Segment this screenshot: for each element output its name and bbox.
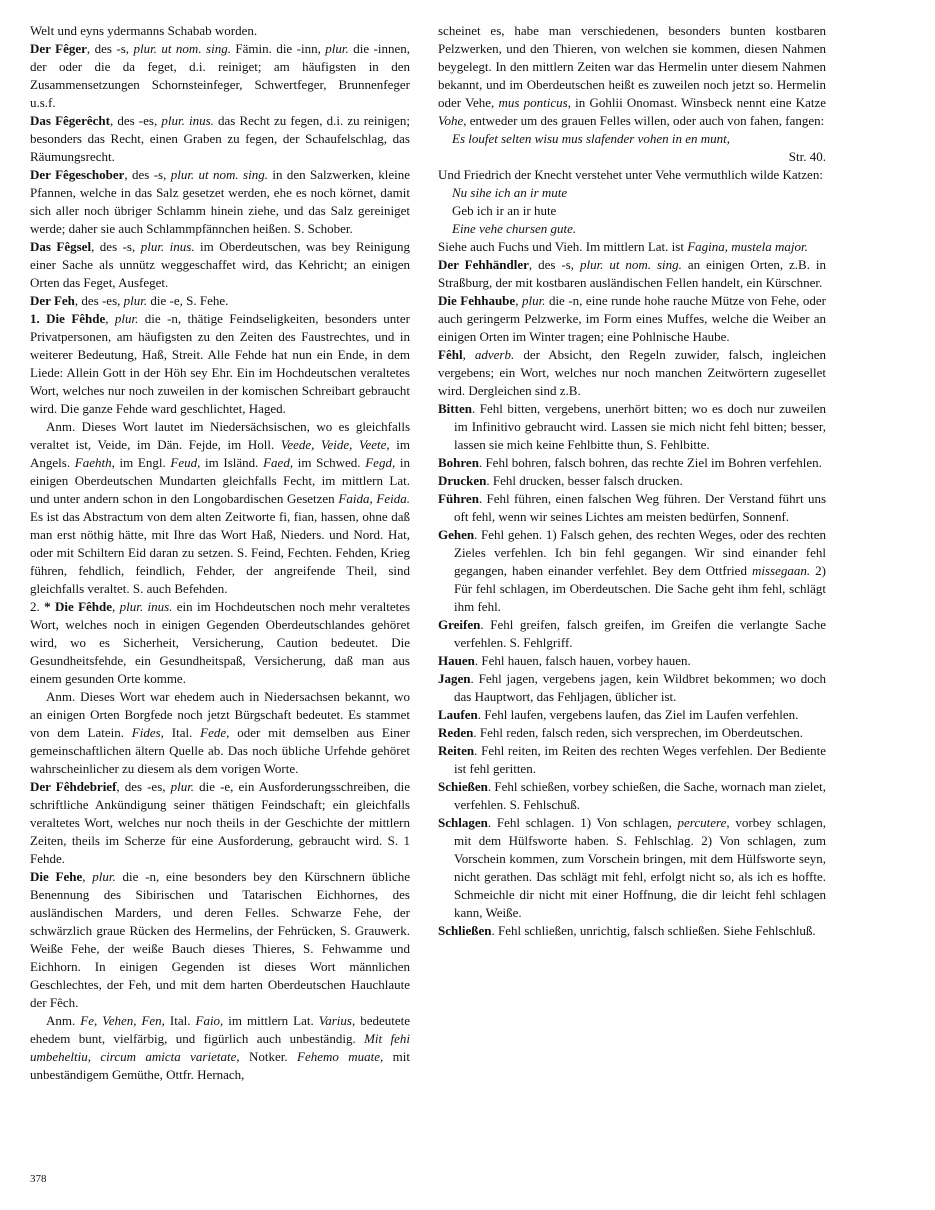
annotation-fehde-2: Anm. Dieses Wort war ehedem auch in Niedersachsen bekannt, wo an einigen Orten Borgfede noch jetzt Bürgschaft bedeutet. Es stammet von dem Latein. Fides, Ital. Fede, oder mit demselben aus Einer gemeinschaftlichen ältern Quelle ab. Das noch übliche Urfehde gehöret wahrscheinlicher zu diesem als dem vorigen Worte. xyxy=(30,689,410,776)
verse-line: Nu sihe ich an ir mute xyxy=(452,185,568,200)
subentry-term: Bitten xyxy=(438,401,472,416)
headword: Fêhl xyxy=(438,347,463,362)
headword: Die Fehhaube xyxy=(438,293,516,308)
entry-fegsel: Das Fêgsel, des -s, plur. inus. im Oberdeutschen, was bey Reinigung einer Sache als unnütz weggeschaffet wird, das Kehricht; an einigen Orten das Feget, Ausfeget. xyxy=(30,239,411,290)
headword: Die Fehe xyxy=(30,869,83,884)
subentry-schiessen: Schießen. Fehl schießen, vorbey schießen, die Sache, wornach man zielet, verfehlen. S. Fehlschuß. xyxy=(438,779,826,812)
entry-fehde-1: 1. Die Fêhde, plur. die -n, thätige Feindseligkeiten, besonders unter Privatpersonen, am häufigsten zu den Zeiten des Faustrechtes, und in weiterer Bedeutung, Haß, Streit. Alle Fehde hat nun ein Ende, in dem Liede: Allein Gott in der Höh sey Ehr. Ein im Hochdeutschen veraltetes Wort, welches nur noch zuweilen in der komischen Schreibart gebraucht wird. Die ganze Fehde ward geschlichtet, Haged. xyxy=(30,311,411,416)
subentry-term: Gehen xyxy=(438,527,475,542)
entry-feh: Der Feh, des -es, plur. die -e, S. Fehe. xyxy=(30,293,229,308)
subentry-term: Schließen xyxy=(438,923,492,938)
quote-line: Es loufet selten wisu mus slafender vohen in en munt, xyxy=(452,131,731,146)
subentry-term: Greifen xyxy=(438,617,481,632)
subentry-term: Laufen xyxy=(438,707,478,722)
subentry-jagen: Jagen. Fehl jagen, vergebens jagen, kein Wildbret bekommen; wo doch das Hauptwort, das Fehljagen, üblicher ist. xyxy=(438,671,826,704)
headword: Der Fêger xyxy=(30,41,87,56)
headword: Der Fêgeschober xyxy=(30,167,125,182)
entry-fegerecht: Das Fêgerêcht, des -es, plur. inus. das Recht zu fegen, d.i. zu reinigen; besonders das Recht, einen Graben zu fegen, der Schaufelschlag, das Räumungsrecht. xyxy=(30,113,410,164)
text-paragraph: Siehe auch Fuchs und Vieh. Im mittlern Lat. ist Fagina, mustela major. xyxy=(438,239,808,254)
subentry-gehen: Gehen. Fehl gehen. 1) Falsch gehen, des rechten Weges, oder des rechten Zieles verfehlen. Ich bin fehl gegangen. Wir sind einander fehl gegangen, haben einander verfehlet. Bey dem Ottfried missegaan. 2) Für fehl schlagen, im Oberdeutschen. Die Sache geht ihm fehl, schlägt ihm fehl. xyxy=(438,527,826,614)
headword: Das Fêgsel xyxy=(30,239,92,254)
headword: 1. Die Fêhde xyxy=(30,311,106,326)
subentry-term: Hauen xyxy=(438,653,475,668)
text-paragraph: Und Friedrich der Knecht verstehet unter Vehe vermuthlich wilde Katzen: xyxy=(438,167,823,182)
right-column xyxy=(438,22,826,940)
headword: Der Fehhändler xyxy=(438,257,529,272)
quote-source: Str. 40. xyxy=(788,149,826,164)
annotation-fehe: Anm. Fe, Vehen, Fen, Ital. Faio, im mittlern Lat. Varius, bedeutete ehedem bunt, vielfärbig, und figürlich auch unbeständig. Mit fehi umbeheltiu, circum amicta varietate, Notker. Fehemo muate, mit unbeständigem Gemüthe, Ottfr. Hernach, xyxy=(30,1013,411,1082)
verse-line: Eine vehe chursen gute. xyxy=(452,221,577,236)
entry-feger: Der Fêger, des -s, plur. ut nom. sing. Fämin. die -inn, plur. die -innen, der oder die da feget, d.i. reiniget; am häufigsten in den Zusammensetzungen Schornsteinfeger, Schwertfeger, Brunnenfeger u.s.f. xyxy=(30,41,411,110)
subentry-greifen: Greifen. Fehl greifen, falsch greifen, im Greifen die verlangte Sache verfehlen. S. Fehlgriff. xyxy=(438,617,826,650)
headword: Der Fêhdebrief xyxy=(30,779,117,794)
subentry-laufen: Laufen. Fehl laufen, vergebens laufen, das Ziel im Laufen verfehlen. xyxy=(438,707,799,722)
subentry-bohren: Bohren. Fehl bohren, falsch bohren, das rechte Ziel im Bohren verfehlen. xyxy=(438,455,822,470)
entry-fehhaube: Die Fehhaube, plur. die -n, eine runde hohe rauche Mütze von Fehe, oder auch geringerm Pelzwerke, im Form eines Muffes, welche die Weiber an einigen Orten im Winter tragen; eine Pohlnische Haube. xyxy=(438,293,827,344)
subentry-term: Bohren xyxy=(438,455,479,470)
subentry-drucken: Drucken. Fehl drucken, besser falsch drucken. xyxy=(438,473,683,488)
entry-fegeschober: Der Fêgeschober, des -s, plur. ut nom. sing. in den Salzwerken, kleine Pfannen, welche in das Salz gesetzet werden, ehe es noch körnet, damit sich aller noch übriger Schlamm hinein ziehe, und das Salz gereiniget werde; daher sie auch Schlammpfännchen heißen. S. Schober. xyxy=(30,167,410,236)
entry-fehde-2: 2. * Die Fêhde, plur. inus. ein im Hochdeutschen noch mehr veraltetes Wort, welches noch in einigen Gegenden Oberdeutschlandes gehöret wird, wo es Sicherheit, Versicherung, Caution bedeutet. Die Gesundheitsfehde, ein Gesundheitspaß, Versicherung, daß man aus einem gesunden Orte komme. xyxy=(30,599,411,686)
subentry-hauen: Hauen. Fehl hauen, falsch hauen, vorbey hauen. xyxy=(438,653,691,668)
subentry-reiten: Reiten. Fehl reiten, im Reiten des rechten Weges verfehlen. Der Bediente ist fehl geritten. xyxy=(438,743,826,776)
subentry-schlagen: Schlagen. Fehl schlagen. 1) Von schlagen, percutere, vorbey schlagen, mit dem Hülfsworte haben. S. Fehlschlag. 2) Von schlagen, zum Vorschein kommen, zum Vorschein bringen, mit dem Hülfsworte seyn, nicht gerathen. Das schlägt mit fehl, erfolgt nicht so, als ich es hoffte. Schmeichle dir nicht mit einer Hoffnung, die dir leicht fehl schlagen kann, Weiße. xyxy=(438,815,826,920)
left-column xyxy=(30,22,410,1084)
annotation-fehde-1: Anm. Dieses Wort lautet im Niedersächsischen, wo es gleichfalls veraltet ist, Veide, im Dän. Fejde, im Holl. Veede, Veide, Veete, im Angels. Faehth, im Engl. Feud, im Isländ. Faed, im Schwed. Fegd, in einigen Oberdeutschen Mundarten gleichfalls Fecht, im mittlern Lat. und unter andern schon in den Longobardischen Gesetzen Faida, Feida. Es ist das Abstractum von dem alten Zeitworte fi, fian, hassen, ohne daß man erst nöthig hätte, mit Ihre das Wort Haß, Nieders. und Nord. Hat, oder mit Schiltern Eid daran zu setzen. S. Feind, Fechten. Fehden, Krieg führen, fehdlich, feindlich, Fehder, der angreifende Theil, sind gleichfalls veraltet. S. auch Befehden. xyxy=(30,419,410,596)
verse-line: Geb ich ir an ir hute xyxy=(452,203,557,218)
headword: * Die Fêhde xyxy=(44,599,113,614)
entry-fehe-continuation: scheinet es, habe man verschiedenen, besonders bunten kostbaren Pelzwerken, und den Thieren, von welchen sie kommen, diesen Nahmen beygelegt. In den mittlern Zeiten war das Hermelin unter diesem Nahmen bekannt, und im Oberdeutschen heißt es zuweilen noch jetzt so. Hermelin oder Vehe, mus ponticus, in Gohlii Onomast. Winsbeck nennt eine Katze Vohe, entweder um des grauen Felles willen, oder auch von fahen, fangen: xyxy=(438,23,826,128)
subentry-term: Schießen xyxy=(438,779,488,794)
subentry-schliessen: Schließen. Fehl schließen, unrichtig, falsch schließen. Siehe Fehlschluß. xyxy=(438,923,816,938)
entry-fehhaendler: Der Fehhändler, des -s, plur. ut nom. sing. an einigen Orten, z.B. in Straßburg, der mit kostbaren ausländischen Fellen handelt, ein Kürschner. xyxy=(438,257,827,290)
subentry-bitten: Bitten. Fehl bitten, vergebens, unerhört bitten; wo es doch nur zuweilen im Infinitivo gebraucht wird. Lassen sie mich nicht fehl bitten; besser, lassen sie mich keine Fehlbitte thun, S. Fehlbitte. xyxy=(438,401,826,452)
subentry-fuehren: Führen. Fehl führen, einen falschen Weg führen. Der Verstand führt uns oft fehl, wenn wir seines Lichtes am meisten bedürfen, Sonnenf. xyxy=(438,491,826,524)
entry-continuation: Welt und eyns ydermanns Schabab worden. xyxy=(30,23,258,38)
subentry-term: Reiten xyxy=(438,743,475,758)
subentry-term: Führen xyxy=(438,491,479,506)
subentry-reden: Reden. Fehl reden, falsch reden, sich versprechen, im Oberdeutschen. xyxy=(438,725,803,740)
entry-fehe: Die Fehe, plur. die -n, eine besonders bey den Kürschnern übliche Benennung des Sibirischen und Tatarischen Eichhornes, des ausländischen Marders, und deren Felles. Schwarze Fehe, der schwärzlich graue Rücken des Hermelins, der Fehrücken, S. Grauwerk. Weiße Fehe, der weiße Bauch dieses Thieres, S. Fehwamme und Eichhorn. In einigen Gegenden ist dieses Wort männlichen Geschlechtes, der Feh, und mit dem harten Oberdeutschen Hauchlaute der Fêch. xyxy=(30,869,411,1010)
headword: Das Fêgerêcht xyxy=(30,113,110,128)
subentry-term: Schlagen xyxy=(438,815,488,830)
page-number: 378 xyxy=(30,1173,47,1185)
subentry-term: Reden xyxy=(438,725,474,740)
entry-fehdebrief: Der Fêhdebrief, des -es, plur. die -e, ein Ausforderungsschreiben, die schriftliche Ankündigung seiner thätigen Feindschaft; ein gleichfalls veraltetes Wort, welches nur noch theils in der Geschichte der mittlern Zeiten, theils im Scherze für eine Ausforderung, gebraucht wird. S. 1 Fehde. xyxy=(30,779,410,866)
headword: Der Feh xyxy=(30,293,75,308)
entry-fehl: Fêhl, adverb. der Absicht, den Regeln zuwider, falsch, ingleichen vergebens; ein Wort, welches nur noch manchen Zeitwörtern zugesellet wird. Dergleichen sind z.B. xyxy=(438,347,826,398)
subentry-term: Drucken xyxy=(438,473,487,488)
subentry-term: Jagen xyxy=(438,671,471,686)
